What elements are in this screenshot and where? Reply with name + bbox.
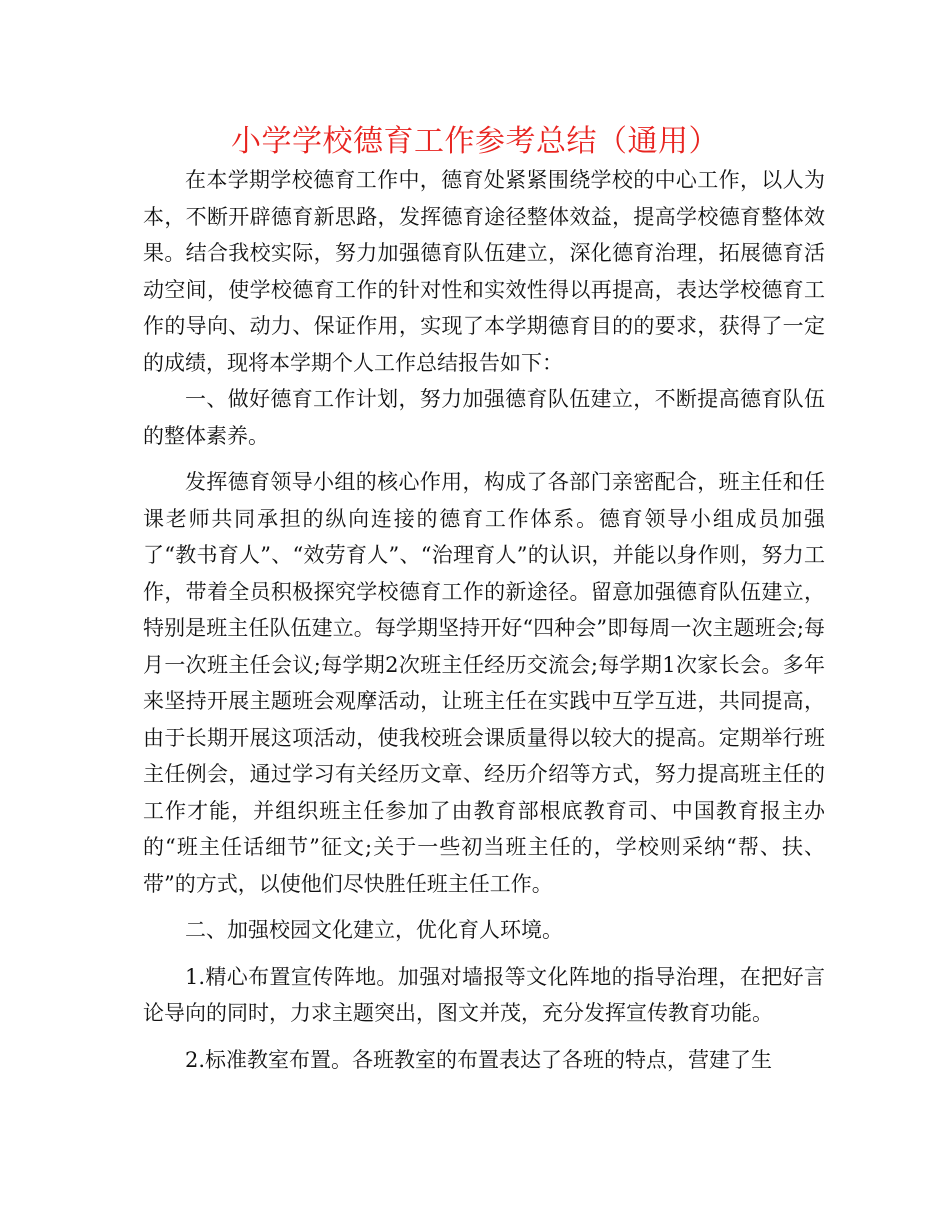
paragraph-team-building: 发挥德育领导小组的核心作用，构成了各部门亲密配合，班主任和任课老师共同承担的纵向连接的德育工作体系。德育领导小组成员加强了“教书育人”、“效劳育人”、“治理育人”的认识，并能以身作则，努力工作，带着全员积极探究学校德育工作的新途径。留意加强德育队伍建立，特别是班主任队伍建立。每学期坚持开好“四种会”即每周一次主题班会;每月一次班主任会议;每学期2次班主任经历交流会;每学期1次家长会。多年来坚持开展主题班会观摩活动，让班主任在实践中互学互进，共同提高，由于长期开展这项活动，使我校班会课质量得以较大的提高。定期举行班主任例会，通过学习有关经历文章、经历介绍等方式，努力提高班主任的工作才能，并组织班主任参加了由教育部根底教育司、中国教育报主办的“班主任话细节”征文;关于一些初当班主任的，学校则采纳“帮、扶、带”的方式，以使他们尽快胜任班主任工作。	[143, 470, 825, 896]
paragraph-section-heading-1: 一、做好德育工作计划，努力加强德育队伍建立，不断提高德育队伍的整体素养。	[143, 387, 825, 448]
document-title: 小学学校德育工作参考总结（通用）	[231, 124, 719, 159]
paragraph-section-heading-2: 二、加强校园文化建立，优化育人环境。	[185, 918, 563, 942]
paragraph-item-1: 1.精心布置宣传阵地。加强对墙报等文化阵地的指导治理，在把好言论导向的同时，力求主题突出，图文并茂，充分发挥宣传教育功能。	[143, 964, 825, 1025]
paragraph-item-2: 2.标准教室布置。各班教室的布置表达了各班的特点，营建了生	[185, 1047, 773, 1072]
paragraph-intro: 在本学期学校德育工作中，德育处紧紧围绕学校的中心工作，以人为本，不断开辟德育新思路，发挥德育途径整体效益，提高学校德育整体效果。结合我校实际，努力加强德育队伍建立，深化德育治理，拓展德育活动空间，使学校德育工作的针对性和实效性得以再提高，表达学校德育工作的导向、动力、保证作用，实现了本学期德育目的的要求，获得了一定的成绩，现将本学期个人工作总结报告如下：	[143, 168, 825, 375]
document-body	[143, 162, 825, 1078]
